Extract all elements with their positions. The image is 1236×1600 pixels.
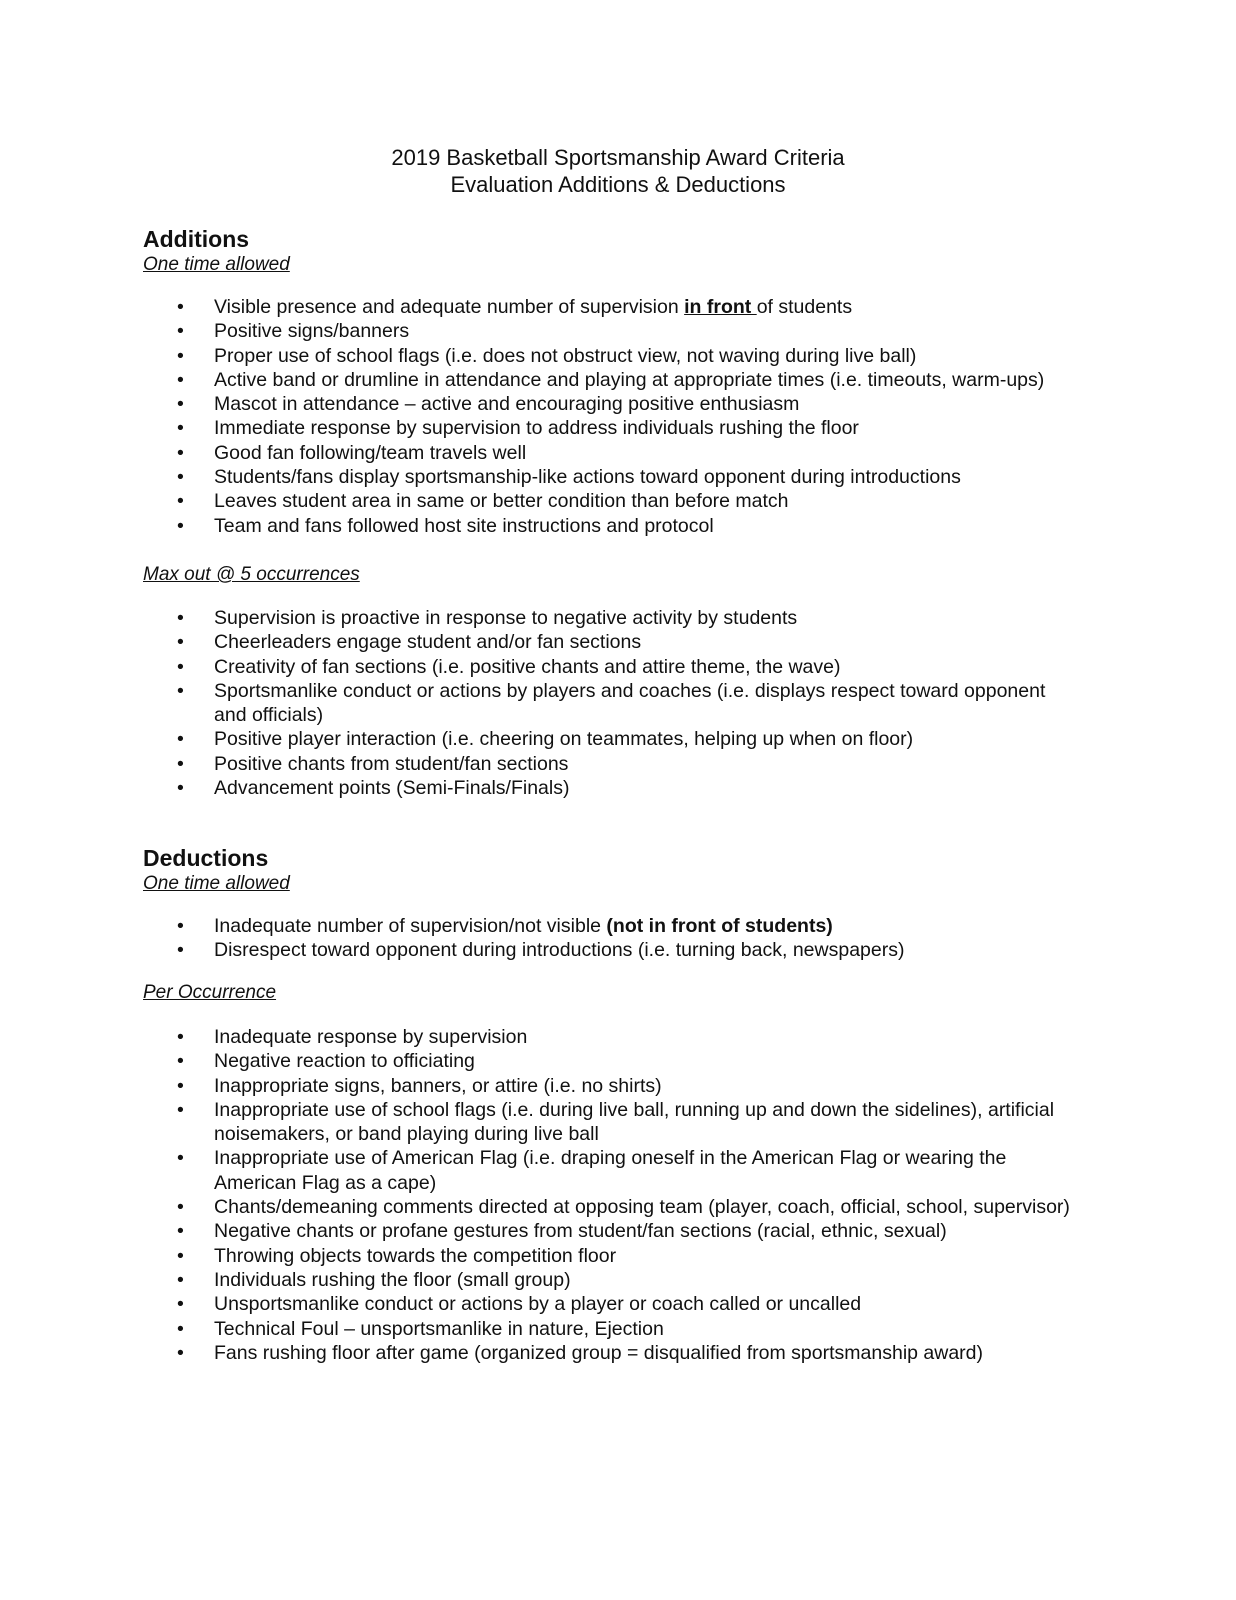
bullet-icon: • [177,1147,184,1170]
bullet-icon: • [177,417,184,440]
list-item [143,368,1074,392]
bullet-icon: • [177,752,184,775]
deductions-one-time-list [143,914,1083,963]
bullet-icon: • [177,466,184,489]
list-item [143,655,1074,679]
list-item [143,1341,1074,1365]
bullet-icon: • [177,441,184,464]
list-item [143,392,1074,416]
additions-one-time-list [143,295,1083,538]
list-item [143,1049,1074,1073]
item-text: Positive signs/banners [214,320,410,343]
bullet-icon: • [177,607,184,629]
bullet-icon: • [177,296,184,318]
item-text: Advancement points (Semi-Finals/Finals) [214,777,570,800]
item-text: of students [756,296,853,318]
bullet-icon: • [177,344,184,367]
item-text: Inadequate number of supervision/not visible [214,915,607,937]
bullet-icon: • [177,915,184,937]
deductions-one-time-label: One time allowed [143,873,290,894]
list-item [143,295,1074,319]
bullet-icon: • [177,1074,184,1097]
list-item [143,1146,1074,1195]
item-text: Individuals rushing the floor (small group) [214,1268,571,1291]
bullet-icon: • [177,655,184,678]
item-text: Immediate response by supervision to address individuals rushing the floor [214,417,859,440]
item-text: Supervision is proactive in response to negative activity by students [214,607,798,629]
deductions-heading: Deductions [143,845,269,871]
list-item [143,1268,1074,1292]
item-text: Creativity of fan sections (i.e. positive chants and attire theme, the wave) [214,655,841,678]
item-text: Negative reaction to officiating [214,1050,475,1073]
bullet-icon: • [177,728,184,751]
max-out-label-wrap [143,562,1083,588]
list-item [143,752,1074,776]
bullet-icon: • [177,631,184,654]
item-text: Inappropriate use of school flags (i.e. during live ball, running up and down the sidelines), artificial noisemakers, or band playing during live ball [214,1098,1055,1146]
additions-one-time-label: One time allowed [143,254,290,275]
item-text: Chants/demeaning comments directed at opposing team (player, coach, official, school, supervisor) [214,1196,1070,1219]
bullet-icon: • [177,1268,184,1291]
document-title [0,144,1236,198]
list-item [143,938,1074,962]
list-item [143,489,1074,513]
list-item [143,679,1074,728]
list-item [143,1244,1074,1268]
bullet-icon: • [177,393,184,416]
deductions-per-occurrence-label: Per Occurrence [143,982,277,1003]
deductions-section [143,845,1083,897]
item-text: Students/fans display sportsmanship-like actions toward opponent during introductions [214,466,961,489]
title-line-1: 2019 Basketball Sportsmanship Award Criteria [391,145,845,170]
bullet-icon: • [177,1220,184,1243]
item-text: Active band or drumline in attendance and playing at appropriate times (i.e. timeouts, warm-ups) [214,368,1045,391]
item-text: Leaves student area in same or better condition than before match [214,490,789,513]
title-line-2: Evaluation Additions & Deductions [450,172,786,197]
per-occurrence-label-wrap [143,980,1083,1006]
bullet-icon: • [177,1244,184,1267]
item-text: Sportsmanlike conduct or actions by players and coaches (i.e. displays respect toward opponent and officials) [214,679,1046,727]
item-text: Inappropriate use of American Flag (i.e. draping oneself in the American Flag or wearing the American Flag as a cape) [214,1147,1007,1194]
item-text: Mascot in attendance – active and encouraging positive enthusiasm [214,393,800,416]
bullet-icon: • [177,368,184,391]
list-item [143,1292,1074,1316]
bullet-icon: • [177,1293,184,1316]
item-text: Proper use of school flags (i.e. does not obstruct view, not waving during live ball) [214,344,917,367]
item-text: Cheerleaders engage student and/or fan sections [214,631,642,654]
deductions-per-occurrence-list [143,1025,1083,1365]
bullet-icon: • [177,320,184,343]
list-item [143,1219,1074,1243]
list-item [143,416,1074,440]
item-text: Good fan following/team travels well [214,441,527,464]
list-item [143,606,1074,630]
list-item [143,319,1074,343]
additions-heading: Additions [143,226,250,252]
emphasized-text: in front [684,296,757,318]
item-text: Throwing objects towards the competition floor [214,1244,617,1267]
bullet-icon: • [177,1098,184,1121]
additions-max-out-list [143,606,1083,800]
additions-section [143,226,1083,278]
list-item [143,776,1074,800]
additions-max-out-label: Max out @ 5 occurrences [143,564,360,585]
list-item [143,1098,1074,1147]
item-text: Team and fans followed host site instructions and protocol [214,514,714,537]
list-item [143,630,1074,654]
list-item [143,441,1074,465]
bullet-icon: • [177,679,184,702]
bullet-icon: • [177,1341,184,1364]
item-text: Positive player interaction (i.e. cheering on teammates, helping up when on floor) [214,728,914,751]
list-item [143,1025,1074,1049]
item-text: Disrespect toward opponent during introductions (i.e. turning back, newspapers) [214,939,905,962]
list-item [143,344,1074,368]
list-item [143,465,1074,489]
item-text: Technical Foul – unsportsmanlike in nature, Ejection [214,1317,664,1340]
item-text: Positive chants from student/fan sections [214,752,569,775]
list-item [143,514,1074,538]
item-text: Negative chants or profane gestures from student/fan sections (racial, ethnic, sexual) [214,1220,947,1243]
emphasized-text: (not in front of students) [606,915,833,937]
list-item [143,1195,1074,1219]
list-item [143,914,1074,938]
item-text: Inappropriate signs, banners, or attire (i.e. no shirts) [214,1074,662,1097]
bullet-icon: • [177,514,184,537]
bullet-icon: • [177,939,184,962]
bullet-icon: • [177,1050,184,1073]
bullet-icon: • [177,1196,184,1219]
item-text: Fans rushing floor after game (organized group = disqualified from sportsmanship award) [214,1341,984,1364]
list-item [143,1317,1074,1341]
item-text: Inadequate response by supervision [214,1026,528,1048]
item-text: Visible presence and adequate number of supervision [214,296,685,318]
bullet-icon: • [177,490,184,513]
bullet-icon: • [177,777,184,800]
list-item [143,727,1074,751]
bullet-icon: • [177,1317,184,1340]
bullet-icon: • [177,1026,184,1048]
item-text: Unsportsmanlike conduct or actions by a player or coach called or uncalled [214,1293,862,1316]
list-item [143,1074,1074,1098]
